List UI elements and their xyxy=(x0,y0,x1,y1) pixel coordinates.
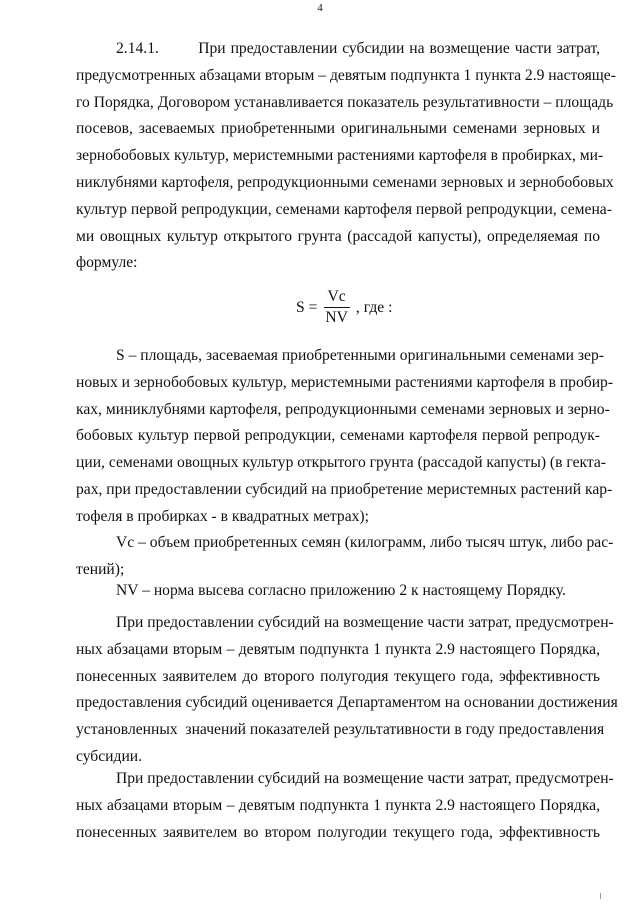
paragraph-first-half-year xyxy=(76,610,618,771)
text-line: тофеля в пробирках - в квадратных метрах); xyxy=(76,507,369,525)
text-line: ных абзацами вторым – девятым подпункта 1 пункта 2.9 настоящего Порядка, xyxy=(76,796,600,814)
text-line: NV – норма высева согласно приложению 2 к настоящему Порядку. xyxy=(116,582,566,599)
text-line: тений); xyxy=(76,560,125,578)
text-line: новых и зернобобовых культур, меристемными растениями картофеля в пробир- xyxy=(76,373,614,391)
page-number: 4 xyxy=(317,2,323,14)
paragraph-s-definition xyxy=(76,343,614,531)
text-line: формуле: xyxy=(76,254,138,272)
text-line: предусмотренных абзацами вторым – девятым подпункта 1 пункта 2.9 настояще- xyxy=(76,66,616,84)
text-line: ции, семенами овощных культур открытого грунта (рассадой капусты) (в гекта- xyxy=(76,454,606,472)
formula-lhs: S = xyxy=(296,298,318,316)
text-line: предоставления субсидий оценивается Департаментом на основании достижения xyxy=(76,694,618,712)
formula-denominator: NV xyxy=(325,309,348,326)
formula-numerator: Vc xyxy=(324,288,350,308)
paragraph-nv-definition xyxy=(76,578,600,605)
text-line: рах, при предоставлении субсидий на приобретение меристемных растений кар- xyxy=(76,480,613,498)
text-line: го Порядка, Договором устанавливается показатель результативности – площадь xyxy=(76,93,614,111)
text-line: 2.14.1. При предоставлении субсидии на возмещение части затрат, xyxy=(116,40,600,57)
text-line: понесенных заявителем до второго полугодия текущего года, эффективность xyxy=(76,667,600,685)
text-line: культур первой репродукции, семенами картофеля первой репродукции, семена- xyxy=(76,200,612,218)
text-line: зернобобовых культур, меристемными растениями картофеля в пробирках, ми- xyxy=(76,147,604,165)
text-line: никлубнями картофеля, репродукционными семенами зерновых и зернобобовых xyxy=(76,173,614,191)
formula-suffix: , где : xyxy=(355,298,393,316)
text-line: установленных значений показателей результативности в году предоставления xyxy=(76,721,605,739)
text-line: При предоставлении субсидий на возмещение части затрат, предусмотрен- xyxy=(116,770,614,787)
text-line: субсидии. xyxy=(76,747,143,765)
paragraph-2-14-1 xyxy=(76,36,616,277)
scan-artifact xyxy=(600,893,601,899)
text-line: S – площадь, засеваемая приобретенными оригинальными семенами зер- xyxy=(116,347,604,364)
formula xyxy=(296,288,392,327)
formula-fraction xyxy=(321,288,352,327)
text-line: ках, миниклубнями картофеля, репродукционными семенами зерновых и зерно- xyxy=(76,400,610,418)
text-line: понесенных заявителем во втором полугодии текущего года, эффективность xyxy=(76,823,600,841)
paragraph-vc-definition xyxy=(76,530,614,584)
text-line: посевов, засеваемых приобретенными оригинальными семенами зерновых и xyxy=(76,120,600,138)
text-line: ных абзацами вторым – девятым подпункта 1 пункта 2.9 настоящего Порядка, xyxy=(76,640,600,658)
text-line: Vc – объем приобретенных семян (килограмм, либо тысяч штук, либо рас- xyxy=(116,534,614,551)
paragraph-second-half-year xyxy=(76,766,614,846)
text-line: ми овощных культур открытого грунта (рассадой капусты), определяемая по xyxy=(76,227,600,245)
text-line: бобовых культур первой репродукции, семенами картофеля первой репродук- xyxy=(76,427,600,445)
text-line: При предоставлении субсидий на возмещение части затрат, предусмотрен- xyxy=(116,614,614,631)
